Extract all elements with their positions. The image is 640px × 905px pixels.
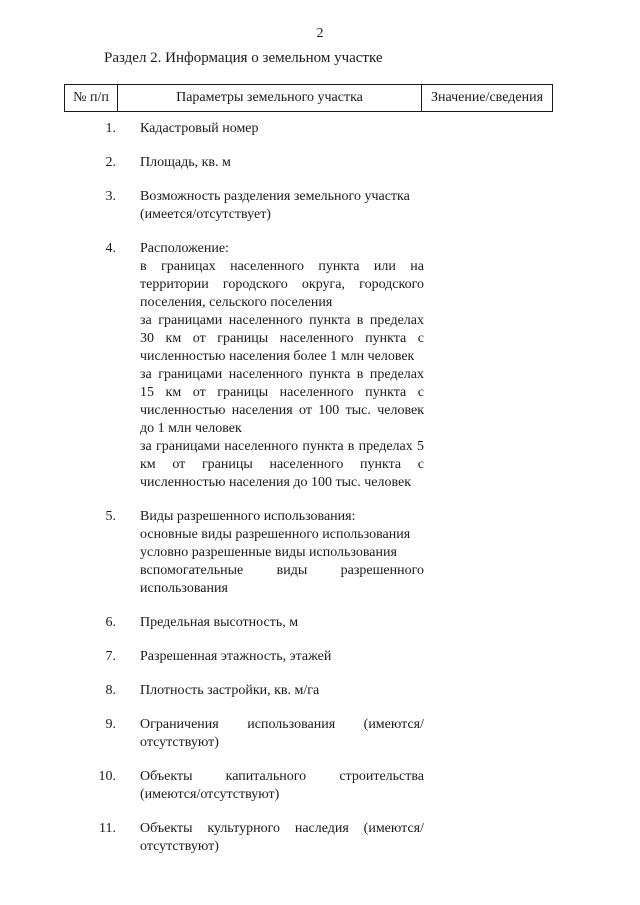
- item-title: Ограничения использования (имеются/отсутствуют): [140, 717, 424, 750]
- item-title: Разрешенная этажность, этажей: [140, 649, 332, 664]
- item-title: Плотность застройки, кв. м/га: [140, 683, 320, 698]
- item-title: Виды разрешенного использования:: [140, 509, 356, 524]
- item-number: 1.: [105, 121, 116, 136]
- item-subline: за границами населенного пункта в пределах 15 км от границы населенного пункта с численностью населения от 100 тыс. человек до 1 млн человек: [140, 367, 424, 436]
- item-number: 4.: [105, 241, 116, 256]
- item-subline: в границах населенного пункта или на территории городского округа, городского поселения, сельского поселения: [140, 259, 424, 310]
- item-number: 5.: [105, 509, 116, 524]
- item-number: 11.: [99, 821, 116, 836]
- list-item: [64, 648, 424, 666]
- item-title: Кадастровый номер: [140, 121, 259, 136]
- item-number: 10.: [98, 769, 116, 784]
- item-number: 9.: [105, 717, 116, 732]
- column-header-value: Значение/сведения: [422, 85, 553, 112]
- list-item: [64, 508, 424, 598]
- section-title: Раздел 2. Информация о земельном участке: [104, 50, 383, 66]
- item-title: Расположение:: [140, 241, 229, 256]
- item-subline: основные виды разрешенного использования: [140, 527, 411, 542]
- list-item: [64, 188, 424, 224]
- column-header-number: № п/п: [65, 85, 118, 112]
- item-subline: вспомогательные виды разрешенного использования: [140, 563, 424, 596]
- list-item: [64, 768, 424, 804]
- item-title: Площадь, кв. м: [140, 155, 231, 170]
- list-item: [64, 716, 424, 752]
- item-number: 2.: [105, 155, 116, 170]
- list-item: [64, 120, 424, 138]
- item-subline: за границами населенного пункта в пределах 30 км от границы населенного пункта с численностью населения более 1 млн человек: [140, 313, 424, 364]
- list-item: [64, 614, 424, 632]
- item-subline: условно разрешенные виды использования: [140, 545, 397, 560]
- parameters-list: [64, 120, 424, 872]
- item-title: Объекты капитального строительства (имеются/отсутствуют): [140, 769, 424, 802]
- list-item: [64, 154, 424, 172]
- page-number: 2: [316, 26, 324, 41]
- list-item: [64, 240, 424, 492]
- item-number: 3.: [105, 189, 116, 204]
- parameters-table-header: [64, 84, 553, 112]
- item-title: Объекты культурного наследия (имеются/отсутствуют): [140, 821, 424, 854]
- item-title: Предельная высотность, м: [140, 615, 299, 630]
- item-number: 7.: [105, 649, 116, 664]
- item-number: 6.: [105, 615, 116, 630]
- column-header-parameters: Параметры земельного участка: [118, 85, 422, 112]
- item-number: 8.: [105, 683, 116, 698]
- item-subline: за границами населенного пункта в пределах 5 км от границы населенного пункта с численностью населения до 100 тыс. человек: [140, 439, 424, 490]
- list-item: [64, 820, 424, 856]
- item-title: Возможность разделения земельного участка (имеется/отсутствует): [140, 189, 410, 222]
- list-item: [64, 682, 424, 700]
